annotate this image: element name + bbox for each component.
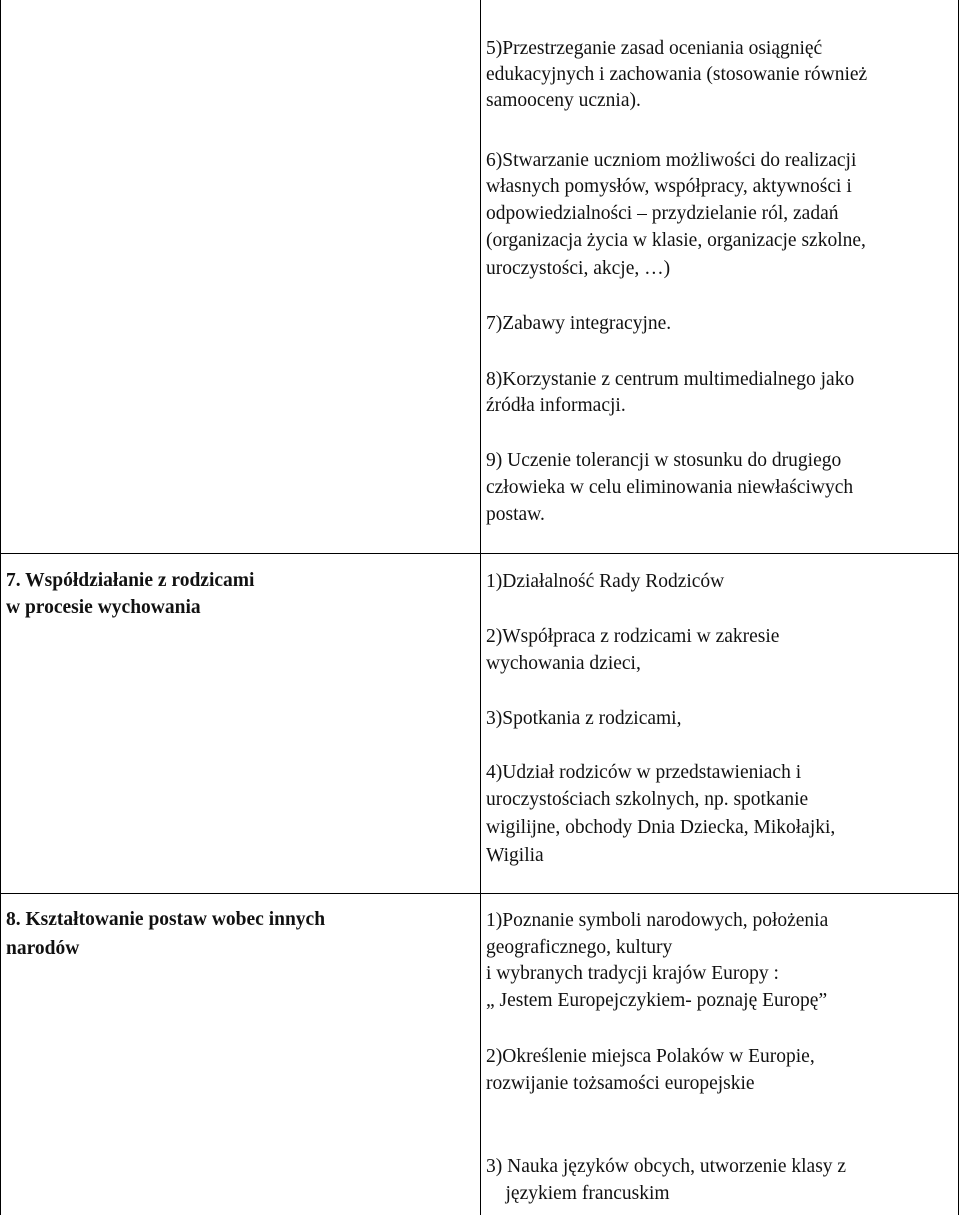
list-item-line: postaw.	[486, 504, 545, 525]
list-item-line: 3)Spotkania z rodzicami,	[486, 708, 682, 729]
list-item-line: (organizacja życia w klasie, organizacje szkolne,	[486, 230, 866, 251]
list-item-line: 3) Nauka języków obcych, utworzenie klasy z	[486, 1156, 847, 1177]
list-item-line: człowieka w celu eliminowania niewłaściwych	[486, 477, 854, 498]
list-item-line: geograficznego, kultury	[486, 937, 673, 958]
list-item-line: 6)Stwarzanie uczniom możliwości do realizacji	[486, 150, 857, 171]
list-item-line: 8)Korzystanie z centrum multimedialnego jako	[486, 369, 855, 390]
list-item-line: uroczystościach szkolnych, np. spotkanie	[486, 789, 809, 810]
list-item-line: 1)Poznanie symboli narodowych, położenia	[486, 910, 829, 931]
list-item-line: i wybranych tradycji krajów Europy :	[486, 963, 779, 984]
list-item-line: „ Jestem Europejczykiem- poznaję Europę”	[486, 990, 828, 1011]
row-divider-7-8	[0, 893, 959, 894]
list-item-line: odpowiedzialności – przydzielanie ról, zadań	[486, 203, 839, 224]
table-border-right	[958, 0, 959, 1215]
list-item-line: wigilijne, obchody Dnia Dziecka, Mikołajki,	[486, 817, 836, 838]
table-border-middle	[480, 0, 481, 1215]
table-border-left	[0, 0, 1, 1215]
section-heading-line: 7. Współdziałanie z rodzicami	[6, 570, 255, 591]
section-heading-line: 8. Kształtowanie postaw wobec innych	[6, 909, 326, 930]
list-item-line: rozwijanie tożsamości europejskie	[486, 1073, 755, 1094]
list-item-line: uroczystości, akcje, …)	[486, 258, 671, 279]
list-item-line: 1)Działalność Rady Rodziców	[486, 571, 725, 592]
list-item-line: 2)Określenie miejsca Polaków w Europie,	[486, 1046, 815, 1067]
list-item-line: edukacyjnych i zachowania (stosowanie również	[486, 64, 868, 85]
list-item-line: Wigilia	[486, 845, 544, 866]
list-item-line: 5)Przestrzeganie zasad oceniania osiągnięć	[486, 38, 823, 59]
list-item-line: językiem francuskim	[486, 1183, 670, 1204]
section-heading-line: w procesie wychowania	[6, 597, 201, 618]
row-divider-6-7	[0, 553, 959, 554]
list-item-line: własnych pomysłów, współpracy, aktywności i	[486, 176, 852, 197]
list-item-line: wychowania dzieci,	[486, 653, 641, 674]
list-item-line: samooceny ucznia).	[486, 90, 641, 111]
list-item-line: 7)Zabawy integracyjne.	[486, 313, 672, 334]
list-item-line: 4)Udział rodziców w przedstawieniach i	[486, 762, 802, 783]
section-heading-line: narodów	[6, 938, 80, 959]
list-item-line: 9) Uczenie tolerancji w stosunku do drugiego	[486, 450, 842, 471]
list-item-line: źródła informacji.	[486, 395, 626, 416]
list-item-line: 2)Współpraca z rodzicami w zakresie	[486, 626, 780, 647]
